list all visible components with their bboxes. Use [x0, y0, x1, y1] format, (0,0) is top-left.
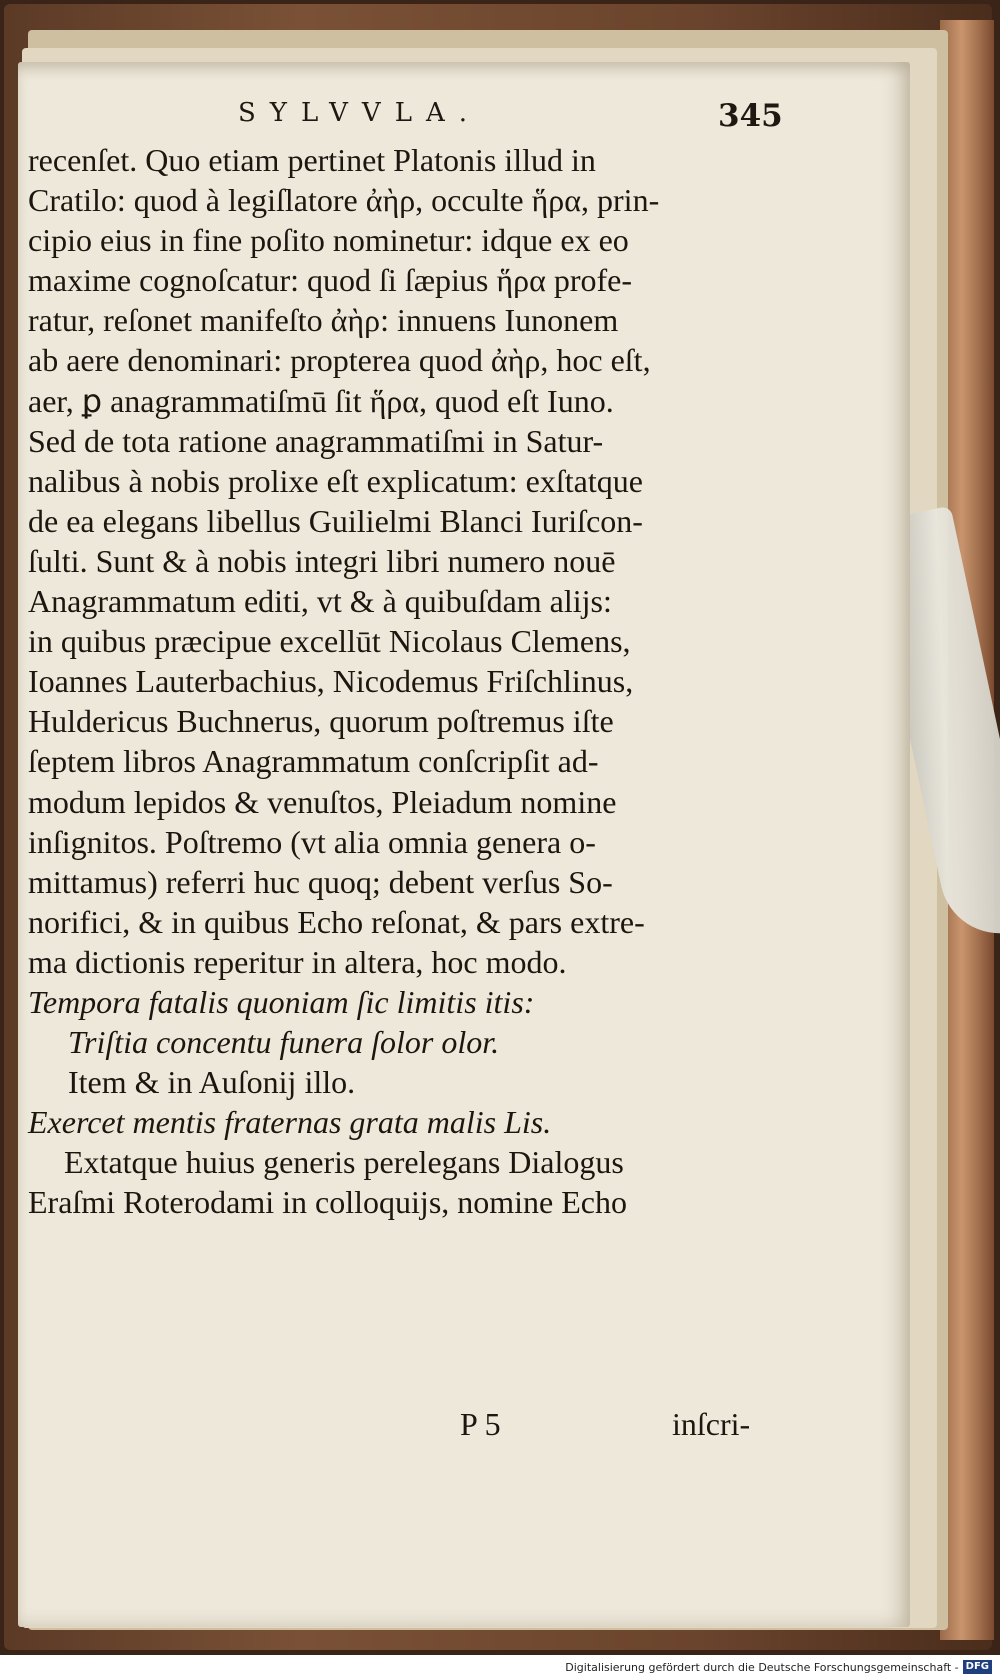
text-line: inſignitos. Poſtremo (vt alia omnia genera o- [28, 823, 596, 860]
catchword: inſcri- [672, 1406, 751, 1442]
text-line: nalibus à nobis prolixe eſt explicatum: exſtatque [28, 462, 643, 499]
text-line: ratur, reſonet manifeſto ἀὴρ: innuens Iunonem [28, 302, 619, 339]
text-line: Huldericus Buchnerus, quorum poſtremus iſte [28, 703, 614, 740]
text-line: ma dictionis reperitur in altera, hoc modo. [28, 943, 567, 980]
digitization-credit [565, 1660, 992, 1674]
body-text [28, 140, 798, 1223]
text-line: modum lepidos & venuſtos, Pleiadum nomine [28, 783, 617, 820]
text-line: Sed de tota ratione anagrammatiſmi in Satur- [28, 422, 604, 459]
text-line: recenſet. Quo etiam pertinet Platonis illud in [28, 142, 596, 178]
verse-line: Triſtia concentu funera ſolor olor. [68, 1024, 500, 1061]
signature-mark: P 5 [460, 1406, 501, 1442]
page-number: 345 [718, 98, 783, 134]
running-head: SYLVVLA. [238, 98, 482, 128]
text-line: Cratilo: quod à legiſlatore ἀὴρ, occulte ἥρα, prin- [28, 182, 660, 219]
text-line: de ea elegans libellus Guilielmi Blanci Iuriſcon- [28, 502, 643, 539]
text-line: Item & in Auſonij illo. [68, 1064, 356, 1101]
text-line: Ioannes Lauterbachius, Nicodemus Friſchlinus, [28, 663, 634, 700]
text-line: norifici, & in quibus Echo reſonat, & pars extre- [28, 903, 645, 940]
credit-text: Digitalisierung gefördert durch die Deutsche Forschungsgemeinschaft - [565, 1660, 959, 1674]
text-line: cipio eius in fine poſito nominetur: idque ex eo [28, 222, 629, 259]
verse-line: Tempora fatalis quoniam ſic limitis itis: [28, 983, 535, 1020]
text-line: in quibus præcipue excellūt Nicolaus Clemens, [28, 623, 631, 660]
text-line: Anagrammatum editi, vt & à quibuſdam alijs: [28, 583, 612, 620]
text-line: ſulti. Sunt & à nobis integri libri numero nouē [28, 542, 616, 579]
text-line: maxime cognoſcatur: quod ſi ſæpius ἥρα profe- [28, 262, 633, 299]
verse-line: Exercet mentis fraternas grata malis Lis. [28, 1104, 552, 1141]
dfg-logo: DFG [963, 1660, 992, 1674]
text-line: mittamus) referri huc quoq; debent verſus So- [28, 863, 613, 900]
text-line: Extatque huius generis perelegans Dialogus [64, 1144, 624, 1181]
text-line: ſeptem libros Anagrammatum conſcripſit ad- [28, 743, 599, 780]
text-line: ab aere denominari: propterea quod ἀὴρ, hoc eſt, [28, 342, 651, 379]
text-line: Eraſmi Roterodami in colloquijs, nomine Echo [28, 1184, 627, 1221]
text-line: aer, ꝑ anagrammatiſmū ſit ἥρα, quod eſt Iuno. [28, 382, 614, 419]
